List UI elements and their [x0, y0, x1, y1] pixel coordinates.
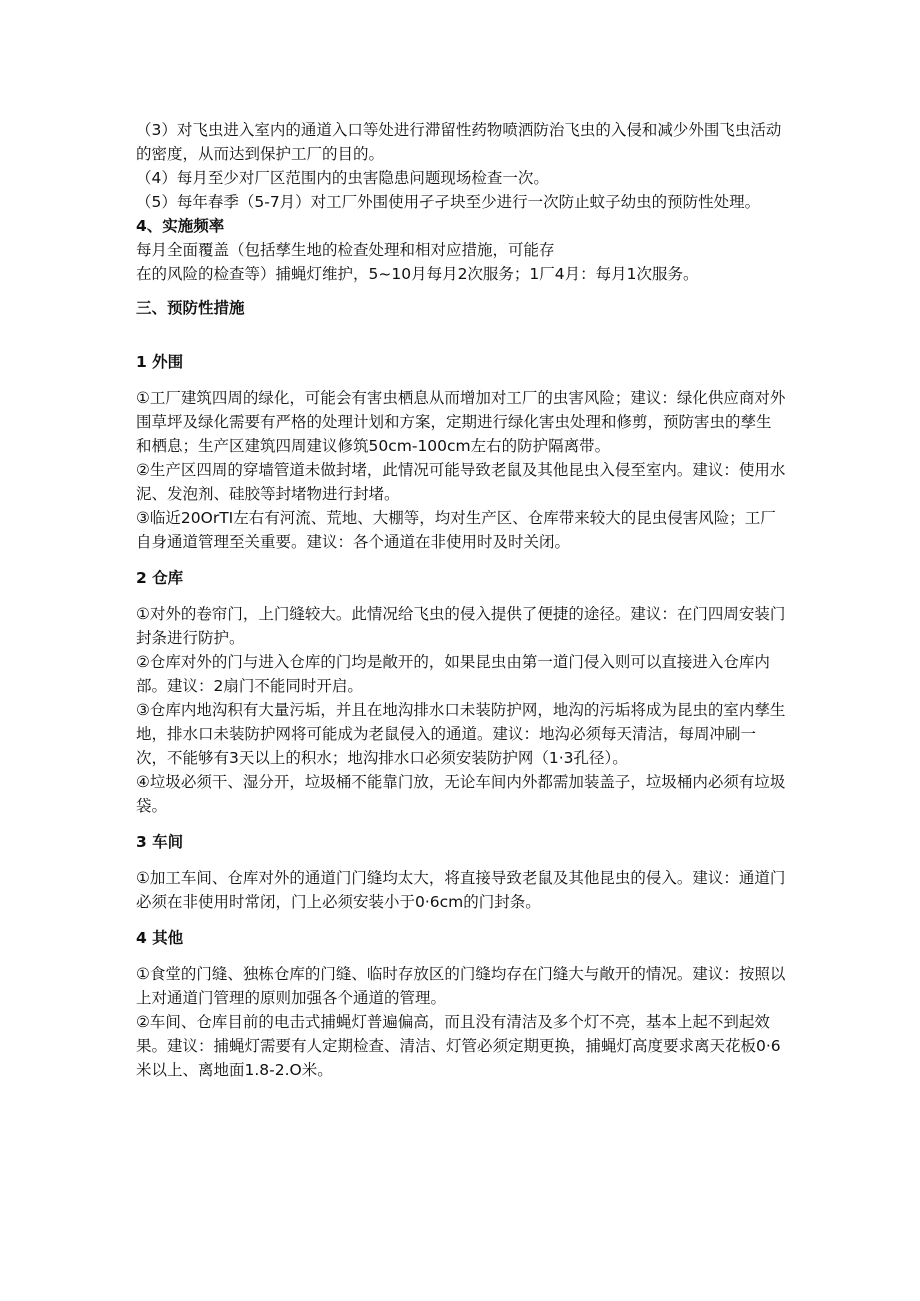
- prevention-heading: 三、预防性措施: [136, 299, 245, 317]
- frequency-heading: 4、实施频率: [136, 217, 225, 235]
- other-heading: 4 其他: [136, 929, 184, 947]
- other-item-1: ①食堂的门缝、独栋仓库的门缝、临时存放区的门缝均存在门缝大与敞开的情况。建议：按照以上对通道门管理的原则加强各个通道的管理。: [136, 965, 786, 1007]
- warehouse-item-2: ②仓库对外的门与进入仓库的门均是敞开的，如果昆虫由第一道门侵入则可以直接进入仓库内部。建议：2扇门不能同时开启。: [136, 653, 770, 695]
- warehouse-item-1: ①对外的卷帘门，上门缝较大。此情况给飞虫的侵入提供了便捷的途径。建议：在门四周安装门封条进行防护。: [136, 605, 786, 647]
- frequency-line-2: 在的风险的检查等）捕蝇灯维护，5~10月每月2次服务；1厂4月：每月1次服务。: [136, 265, 699, 283]
- periphery-heading: 1 外围: [136, 353, 184, 371]
- workshop-item-1: ①加工车间、仓库对外的通道门门缝均太大，将直接导致老鼠及其他昆虫的侵入。建议：通道门必须在非使用时常闭，门上必须安装小于0·6cm的门封条。: [136, 869, 786, 911]
- measure-item-5: （5）每年春季（5-7月）对工厂外围使用孑孑块至少进行一次防止蚊子幼虫的预防性处理。: [136, 193, 761, 211]
- frequency-line-1: 每月全面覆盖（包括孳生地的检查处理和相对应措施，可能存: [136, 241, 555, 259]
- measure-item-3: （3）对飞虫进入室内的通道入口等处进行滞留性药物喷洒防治飞虫的入侵和减少外围飞虫活动的密度，从而达到保护工厂的目的。: [136, 121, 782, 163]
- other-item-2: ②车间、仓库目前的电击式捕蝇灯普遍偏高，而且没有清洁及多个灯不亮，基本上起不到起效果。建议：捕蝇灯需要有人定期检查、清洁、灯管必须定期更换，捕蝇灯高度要求离天花板0·6米以上、离地面1.8-2.O米。: [136, 1013, 781, 1079]
- measure-item-4: （4）每月至少对厂区范围内的虫害隐患问题现场检查一次。: [136, 169, 549, 187]
- periphery-item-3: ③临近20OrTI左右有河流、荒地、大棚等，均对生产区、仓库带来较大的昆虫侵害风险；工厂自身通道管理至关重要。建议：各个通道在非使用时及时关闭。: [136, 509, 776, 551]
- document-page: [136, 118, 786, 1082]
- workshop-heading: 3 车间: [136, 833, 184, 851]
- warehouse-heading: 2 仓库: [136, 569, 184, 587]
- periphery-item-1: ①工厂建筑四周的绿化，可能会有害虫栖息从而增加对工厂的虫害风险；建议：绿化供应商对外围草坪及绿化需要有严格的处理计划和方案，定期进行绿化害虫处理和修剪，预防害虫的孳生和栖息；生产区建筑四周建议修筑50cm-100cm左右的防护隔离带。: [136, 389, 786, 455]
- periphery-item-2: ②生产区四周的穿墙管道未做封堵，此情况可能导致老鼠及其他昆虫入侵至室内。建议：使用水泥、发泡剂、硅胶等封堵物进行封堵。: [136, 461, 786, 503]
- warehouse-item-4: ④垃圾必须干、湿分开，垃圾桶不能靠门放，无论车间内外都需加装盖子，垃圾桶内必须有垃圾袋。: [136, 773, 786, 815]
- warehouse-item-3: ③仓库内地沟积有大量污垢，并且在地沟排水口未装防护网，地沟的污垢将成为昆虫的室内孳生地，排水口未装防护网将可能成为老鼠侵入的通道。建议：地沟必须每天清洁，每周冲刷一次，不能够有3天以上的积水；地沟排水口必须安装防护网（1·3孔径）。: [136, 701, 786, 767]
